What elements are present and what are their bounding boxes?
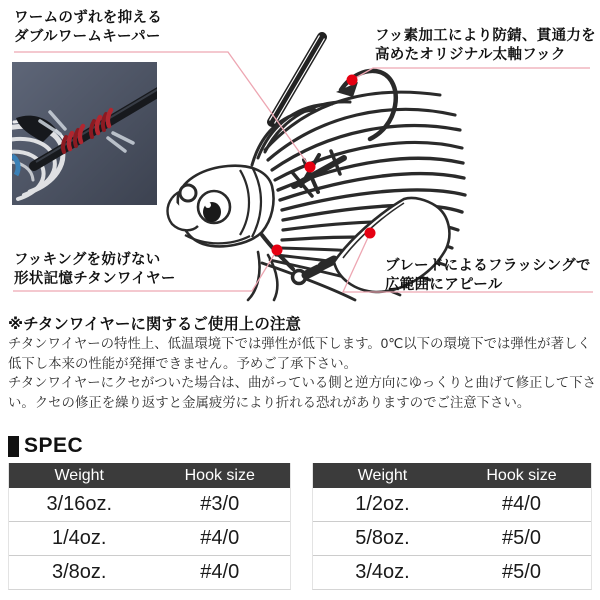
weight-cell: 1/4oz. [52, 527, 107, 549]
worm-keeper-photo [12, 62, 157, 205]
blade-marker [365, 228, 376, 239]
spec-table-left-header [9, 463, 290, 488]
table-row [9, 556, 290, 589]
spec-table-left [8, 463, 291, 590]
spec-table-right [312, 463, 592, 590]
callout-titanium-wire-line2: 形状記憶チタンワイヤー [14, 271, 176, 287]
notice-line-3: チタンワイヤーにクセがついた場合は、曲がっている側と逆方向にゆっくりと曲げて修正して下さ [8, 375, 596, 391]
hook-size-cell: #5/0 [502, 527, 541, 549]
hook-size-cell: #3/0 [200, 493, 240, 515]
worm-keeper-marker [305, 162, 316, 173]
col-header-hook-size: Hook size [184, 466, 255, 484]
spec-table-right-header [313, 463, 591, 488]
table-row [9, 522, 290, 556]
notice-heading: ※チタンワイヤーに関するご使用上の注意 [8, 316, 301, 333]
callout-worm-keeper-line1: ワームのずれを抑える [14, 10, 162, 26]
col-header-hook-size: Hook size [486, 466, 557, 484]
callout-worm-keeper [14, 9, 162, 47]
hook-point-marker [347, 75, 358, 86]
callout-hook-line1: フッ素加工により防錆、貫通力を [375, 28, 596, 44]
jig-head [168, 166, 274, 247]
callout-worm-keeper-line2: ダブルワームキーパー [14, 29, 161, 45]
table-row [313, 522, 591, 556]
weight-cell: 3/16oz. [46, 493, 113, 515]
weight-cell: 5/8oz. [355, 527, 410, 549]
callout-blade-line1: ブレードによるフラッシングで [385, 258, 591, 274]
hook-size-cell: #4/0 [200, 527, 240, 549]
hook-size-cell: #4/0 [200, 561, 240, 583]
col-header-weight: Weight [54, 466, 104, 484]
wire-marker [272, 245, 283, 256]
callout-hook [375, 27, 596, 65]
table-row [9, 488, 290, 522]
hook-size-cell: #4/0 [502, 493, 541, 515]
callout-titanium-wire-line1: フッキングを妨げない [14, 252, 161, 268]
table-row [313, 488, 591, 522]
notice-body [8, 334, 596, 412]
worm-keeper-shape [292, 151, 344, 196]
callout-blade-line2: 広範囲にアピール [385, 277, 503, 293]
notice-line-4: い。クセの修正を繰り返すと金属疲労により折れる恐れがありますのでご注意下さい。 [8, 394, 531, 410]
callout-titanium-wire [14, 251, 176, 289]
spec-heading-label: SPEC [24, 434, 84, 457]
notice-line-1: チタンワイヤーの特性上、低温環境下では弾性が低下します。0℃以下の環境下では弾性が著しく [8, 336, 591, 351]
black-square-bullet-icon [8, 436, 19, 457]
callout-hook-line2: 高めたオリジナル太軸フック [375, 47, 566, 63]
callout-blade [385, 257, 591, 295]
weight-cell: 3/4oz. [355, 561, 410, 583]
weight-cell: 1/2oz. [355, 493, 410, 515]
col-header-weight: Weight [357, 466, 408, 484]
weight-cell: 3/8oz. [52, 561, 107, 583]
spec-heading [8, 434, 83, 458]
table-row [313, 556, 591, 589]
hook-size-cell: #5/0 [502, 561, 541, 583]
notice-line-2: 低下し本来の性能が発揮できません。予めご了承下さい。 [8, 355, 357, 371]
line-tie-loop [180, 185, 196, 201]
